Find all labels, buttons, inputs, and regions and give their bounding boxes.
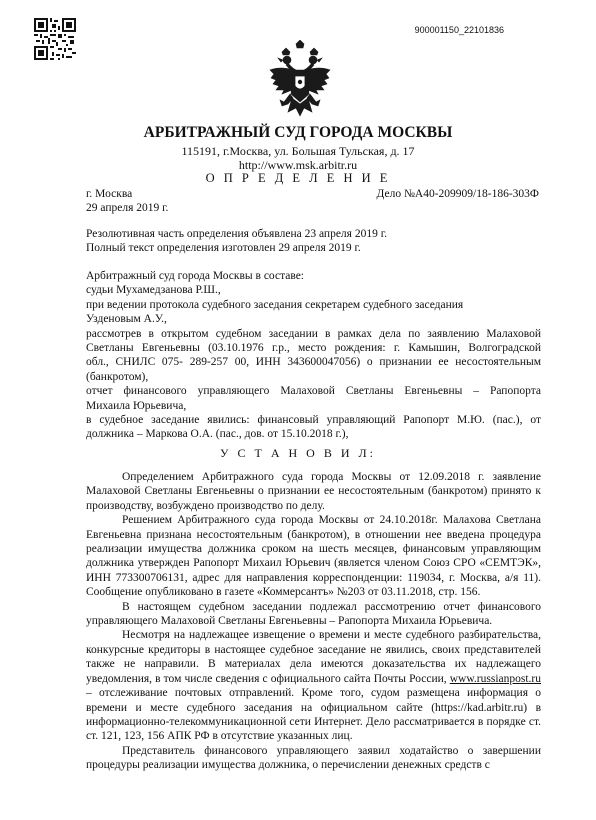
composition-line: Узденовым А.У., [86, 313, 167, 326]
body-paragraph: Представитель финансового управляющего заявил ходатайство о завершении процедуры реализации имущества должника, о перечислении денежных средств с [86, 744, 541, 772]
composition-line: Михаила Юрьевича, [86, 399, 187, 412]
paragraph-text: – отслеживание почтовых отправлений. Кроме того, судом размещена информация о времени и месте судебного заседания на официальном сайте (https://kad.arbitr.ru) в информационно-телекоммуникационной сети Интернет. Дело рассматривается в порядке ст. ст. 121, 123, 156 АПК РФ в отсутствие указанных лиц. [86, 687, 541, 743]
intro-block [86, 227, 387, 256]
composition-line: обл., СНИЛС 075- 289-257 00, ИНН 343600047056) о признании ее несостоятельным [86, 356, 541, 369]
court-website: http://www.msk.arbitr.ru [238, 158, 358, 172]
coat-of-arms-emblem [268, 40, 332, 124]
resolution-announced-line: Резолютивная часть определения объявлена 23 апреля 2019 г. [86, 228, 388, 240]
ruling-body [86, 470, 541, 773]
body-paragraph: Решением Арбитражного суда города Москвы от 24.10.2018г. Малахова Светлана Евгеньевна признана несостоятельным (банкротом), в отношении нее введена процедура реализации имущества должника сроком на шесть месяцев, финансовым управляющим должника утвержден Рапопорт Михаил Юрьевич (является членом Союз СРО «СЕМТЭК», ИНН 773300706131, адрес для направления корреспонденции: 119034, г. Москва, а/я 11). Сообщение опубликовано в газете «Коммерсантъ» №203 от 03.11.2018, стр. 156. [86, 514, 541, 599]
document-id: 900001150_22101836 [414, 25, 504, 35]
qr-code [34, 18, 76, 60]
composition-line: (банкротом), [86, 370, 149, 383]
composition-line: судьи Мухамедзанова Р.Ш., [86, 284, 221, 297]
russianpost-link[interactable]: www.russianpost.ru [449, 672, 541, 685]
full-text-made-line: Полный текст определения изготовлен 29 апреля 2019 г. [86, 242, 361, 255]
case-number: Дело №А40-209909/18-186-303Ф [376, 188, 539, 200]
city: г. Москва [86, 188, 133, 200]
court-address: 115191, г.Москва, ул. Большая Тульская, д. 17 [181, 144, 415, 158]
document-type: О П Р Е Д Е Л Е Н И Е [205, 171, 391, 185]
paragraph-text: Несмотря на надлежащее извещение о времени и месте судебного разбирательства, конкурсные кредиторы в настоящее судебное заседание не явились, своих представителей также не направили. В материалах дела имеются доказательства их надлежащего уведомления, в том числе сведения с официального сайта Почты России, [86, 629, 541, 685]
body-paragraph: Определением Арбитражного суда города Москвы от 12.09.2018 г. заявление Малаховой Светланы Евгеньевны о признании ее несостоятельным (банкротом) принято к производству, возбуждено производство по делу. [86, 471, 541, 512]
composition-line: должника – Маркова О.А. (пас., дов. от 15.10.2018 г.), [86, 428, 349, 441]
composition-line: в судебное заседание явились: финансовый управляющий Рапопорт М.Ю. (пас.), от [86, 414, 541, 427]
composition-line: рассмотрев в открытом судебном заседании в рамках дела по заявлению Малаховой [86, 327, 541, 340]
court-name: АРБИТРАЖНЫЙ СУД ГОРОДА МОСКВЫ [143, 124, 453, 141]
composition-line: Арбитражный суд города Москвы в составе: [86, 270, 305, 282]
section-heading-ustanovil: У С Т А Н О В И Л: [220, 446, 376, 460]
composition-line: при ведении протокола судебного заседания секретарем судебного заседания [86, 298, 464, 311]
court-composition [86, 269, 541, 442]
body-paragraph: В настоящем судебном заседании подлежал рассмотрению отчет финансового управляющего Малаховой Светланы Евгеньевны – Рапопорта Михаила Юрьевича. [86, 600, 541, 628]
body-paragraph [86, 628, 541, 743]
composition-line: отчет финансового управляющего Малаховой Светланы Евгеньевны – Рапопорта [86, 385, 541, 398]
document-date: 29 апреля 2019 г. [86, 202, 169, 214]
composition-line: Светланы Евгеньевны (03.10.1976 г.р., место рождения: г. Камышин, Волгоградской [86, 342, 541, 355]
